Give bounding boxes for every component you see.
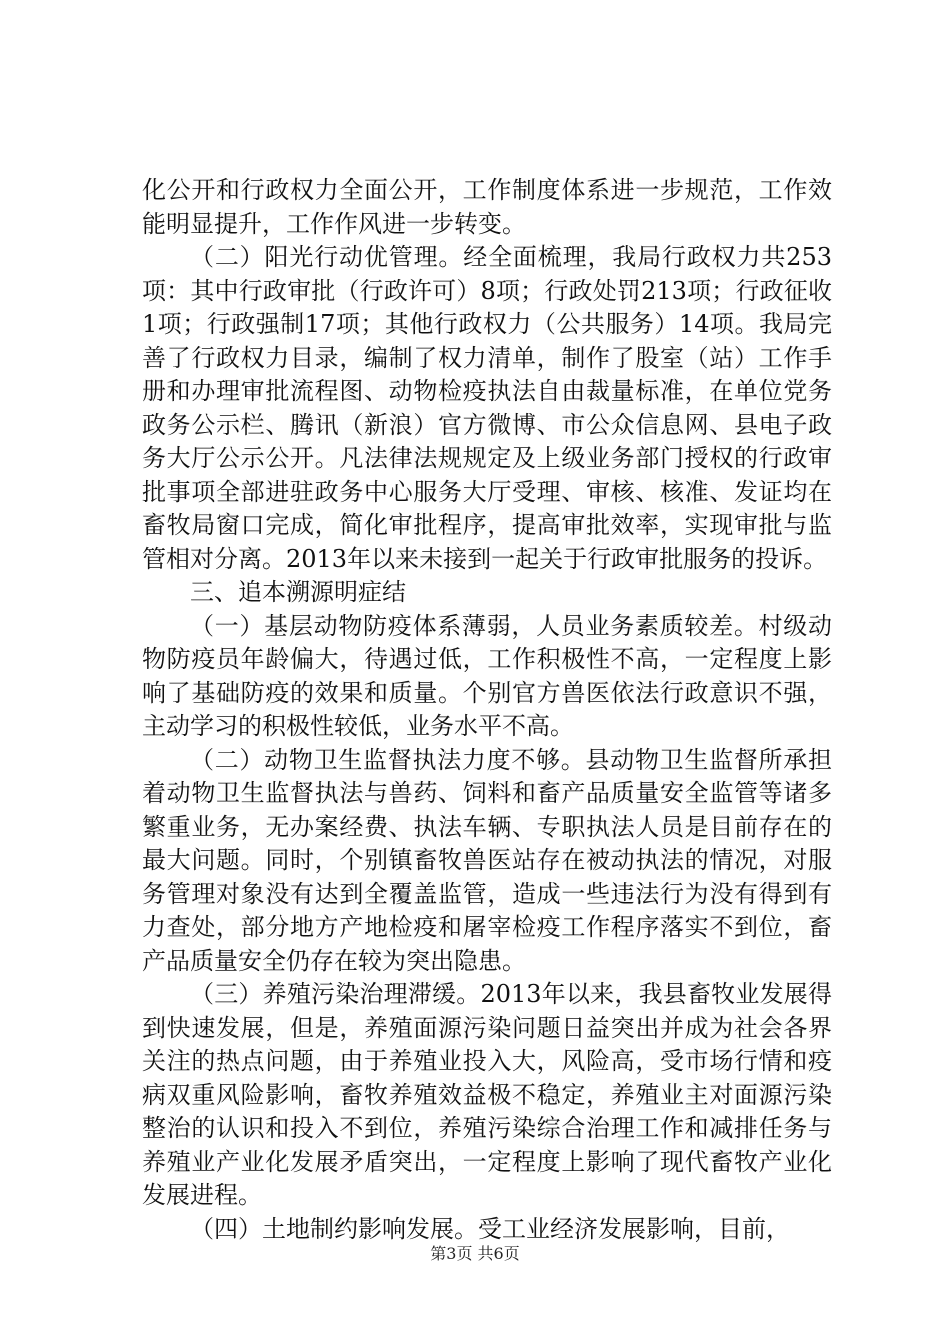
paragraph-epidemic-system: （一）基层动物防疫体系薄弱，人员业务素质较差。村级动物防疫员年龄偏大，待遇过低，工作积极性不高，一定程度上影响了基础防疫的效果和质量。个别官方兽医依法行政意识不强，主动学习的积极性较低，业务水平不高。: [142, 611, 832, 740]
paragraph-land-constraint: （四）土地制约影响发展。受工业经济发展影响，目前，: [190, 1214, 790, 1243]
paragraph-enforcement: （二）动物卫生监督执法力度不够。县动物卫生监督所承担着动物卫生监督执法与兽药、饲料和畜产品质量安全监管等诸多繁重业务，无办案经费、执法车辆、专职执法人员是目前存在的最大问题。同时，个别镇畜牧兽医站存在被动执法的情况，对服务管理对象没有达到全覆盖监管，造成一些违法行为没有得到有力查处，部分地方产地检疫和屠宰检疫工作程序落实不到位，畜产品质量安全仍存在较为突出隐患。: [142, 745, 832, 975]
paragraph-continuation: 化公开和行政权力全面公开，工作制度体系进一步规范，工作效能明显提升，工作作风进一步转变。: [142, 176, 832, 238]
section-heading-root-cause: 三、追本溯源明症结: [190, 578, 406, 606]
paragraph-sunshine-management: （二）阳光行动优管理。经全面梳理，我局行政权力共253项：其中行政审批（行政许可）8项；行政处罚213项；行政征收1项；行政强制17项；其他行政权力（公共服务）14项。我局完善了行政权力目录，编制了权力清单，制作了股室（站）工作手册和办理审批流程图、动物检疫执法自由裁量标准，在单位党务政务公示栏、腾讯（新浪）官方微博、市公众信息网、县电子政务大厅公示公开。凡法律法规规定及上级业务部门授权的行政审批事项全部进驻政务中心服务大厅受理、审核、核准、发证均在畜牧局窗口完成，简化审批程序，提高审批效率，实现审批与监管相对分离。2013年以来未接到一起关于行政审批服务的投诉。: [142, 243, 832, 573]
paragraph-pollution: （三）养殖污染治理滞缓。2013年以来，我县畜牧业发展得到快速发展，但是，养殖面源污染问题日益突出并成为社会各界关注的热点问题，由于养殖业投入大，风险高，受市场行情和疫病双重风险影响，畜牧养殖效益极不稳定，养殖业主对面源污染整治的认识和投入不到位，养殖污染综合治理工作和减排任务与养殖业产业化发展矛盾突出，一定程度上影响了现代畜牧产业化发展进程。: [142, 980, 832, 1209]
document-body: [142, 174, 832, 1246]
page-footer: 第3页 共6页: [430, 1244, 520, 1263]
